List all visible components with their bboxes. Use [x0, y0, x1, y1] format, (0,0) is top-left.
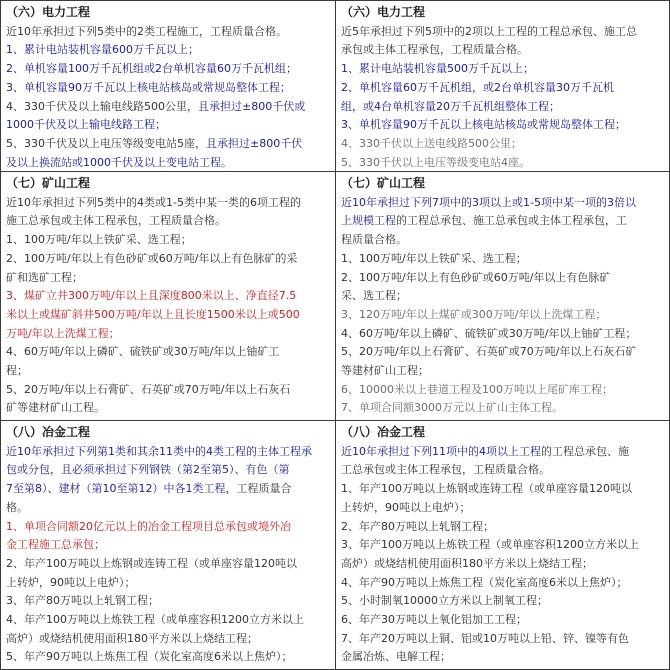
section-title: （六）电力工程 [341, 5, 426, 19]
text-line [6, 250, 331, 269]
text-line [6, 343, 331, 362]
text-segment: 4、年产100万吨以上炼铁工程（或单座容积1200立方米以上 [6, 613, 304, 627]
text-line [6, 574, 331, 593]
text-line [6, 536, 331, 555]
row-divider [1, 171, 669, 172]
text-line [341, 461, 665, 480]
text-segment: 3、年产80万吨以上轧钢工程； [6, 594, 159, 608]
text-segment: 6、年产30万吨以上氧化铝加工工程； [341, 613, 527, 627]
text-line [341, 98, 665, 117]
text-segment: 2、100万吨/年以上有色砂矿或60万吨/年以上有色脉矿 [341, 270, 611, 284]
text-line [6, 79, 331, 98]
text-line [6, 306, 331, 325]
text-segment: 近10年承担过下列11项中的4项以上工程 [341, 444, 541, 458]
section-title: （八）冶金工程 [6, 425, 91, 439]
cell-metallurgy-old [1, 421, 335, 669]
text-segment: 格。 [6, 500, 28, 514]
text-segment: 承包或主体工程承包，工程质量合格。 [341, 43, 528, 57]
text-segment: 近10年承担过下列5类中的2类工程施工，工程质量合格。 [6, 24, 287, 38]
section-title: （六）电力工程 [6, 5, 91, 19]
text-line [341, 269, 665, 288]
text-segment: 万吨/年以上洗煤工程； [6, 326, 120, 340]
text-line [341, 555, 665, 574]
section-heading [6, 3, 331, 23]
text-segment: 5、330千伏及以上电压等级变电站5座， [6, 136, 206, 150]
text-line [341, 23, 665, 42]
text-line [341, 443, 665, 462]
text-segment: 矿等建材矿山工程。 [6, 401, 105, 415]
cell-power-old [1, 1, 335, 171]
text-line [6, 287, 331, 306]
text-line [341, 536, 665, 555]
text-line [6, 461, 331, 480]
text-line [341, 480, 665, 499]
text-line [6, 555, 331, 574]
text-segment: 3、单机容量90万千瓦以上核电站核岛或常规岛整体工程； [6, 80, 291, 94]
text-line [6, 135, 331, 154]
text-line [6, 443, 331, 462]
text-segment: 5、20万吨/年以上石膏矿、石英矿或70万吨/年以上石灰石 [6, 382, 291, 396]
text-line [6, 630, 331, 649]
text-segment: 4、年产90万吨以上炼焦工程（炭化室高度6米以上焦炉）； [341, 575, 628, 589]
text-segment: 工总承包或主体工程承包，工程质量合格。 [341, 463, 550, 477]
text-line [6, 98, 331, 117]
text-segment: 工程质量合 [236, 482, 292, 496]
text-line [6, 116, 331, 135]
text-line [341, 116, 665, 135]
section-heading [341, 423, 665, 443]
row-divider [1, 420, 669, 421]
text-line [341, 499, 665, 518]
text-segment: 近10年承担过下列5类中的4类或1-5类中某一类的6项工程的 [6, 195, 301, 209]
text-segment: 1、年产100万吨以上炼钢或连铸工程（或单座容量120吨以 [341, 482, 632, 496]
text-segment: 2、单机容量100万千瓦机组或2台单机容量60万千瓦机组； [6, 62, 297, 76]
text-line [341, 194, 665, 213]
section-heading [341, 3, 665, 23]
text-segment: 米以上或煤矿斜井500万吨/年以上且长度1500米以上或500 [6, 307, 300, 321]
text-segment: 4、330千伏及以上输电线路500公里， [6, 99, 198, 113]
text-line [341, 306, 665, 325]
text-segment: 2、年产100万吨以上炼钢或连铸工程（或单座容量120吨以 [6, 556, 297, 570]
text-line [6, 60, 331, 79]
text-line [341, 399, 665, 418]
text-segment: 且承担过±800千伏或 [198, 99, 306, 113]
text-segment: 4、330千伏以上送电线路500公里； [341, 136, 522, 150]
text-line [341, 574, 665, 593]
text-segment: 4、60万吨/年以上磷矿、硫铁矿或30万吨/年以上铀矿工 [6, 345, 280, 359]
text-segment: 3、煤矿立井300万吨/年以上且深度800米以上、净直径7.5 [6, 289, 297, 303]
text-line [6, 499, 331, 518]
text-line [6, 362, 331, 381]
text-segment: 7、单项合同额3000万元以上矿山主体工程。 [341, 401, 563, 415]
section-heading [6, 174, 331, 194]
text-segment: 且承担过±800千伏 [206, 136, 303, 150]
text-segment: 1、单项合同额20亿元以上的冶金工程项目总承包或境外冶 [6, 519, 291, 533]
text-segment: 包或分包，且必须承担过下列钢铁（第2至第5）、有色（第 [6, 463, 290, 477]
text-segment: 矿和选矿工程； [6, 270, 83, 284]
text-line [341, 135, 665, 154]
text-line [341, 212, 665, 231]
section-title: （七）矿山工程 [341, 176, 426, 190]
text-line [341, 154, 665, 171]
text-segment: 1、100万吨/年以上铁矿采、选工程； [341, 251, 527, 265]
text-segment: 5、330千伏以上电压等级变电站4座。 [341, 155, 530, 169]
text-segment: 1、累计电站装机容量600万千瓦以上； [6, 43, 199, 57]
text-line [341, 250, 665, 269]
text-segment: 程质量合格。 [341, 233, 407, 247]
text-segment: 程； [6, 364, 28, 378]
text-line [6, 518, 331, 537]
text-line [6, 592, 331, 611]
text-line [341, 325, 665, 344]
section-title: （八）冶金工程 [341, 425, 426, 439]
text-segment: 及以上换流站或1000千伏及以上变电站工程。 [6, 155, 232, 169]
text-segment: 金属冶炼、电解工程； [341, 650, 451, 664]
text-line [341, 630, 665, 649]
text-segment: 5、20万吨/年以上石膏矿、石英矿或70万吨/年以上石灰石矿 [341, 345, 637, 359]
text-line [341, 79, 665, 98]
text-line [6, 194, 331, 213]
text-line [6, 41, 331, 60]
cell-mining-new [336, 172, 669, 420]
text-segment: 4、60万吨/年以上磷矿、硫铁矿或30万吨/年以上铀矿工程； [341, 326, 637, 340]
text-segment: 3、120万吨/年以上煤矿或300万吨/年以上洗煤工程； [341, 307, 607, 321]
text-segment: 近10年承担过下列7项中的3项以上或1-5项中某一项的3倍以 [341, 195, 636, 209]
text-line [341, 381, 665, 400]
text-segment: 1、累计电站装机容量500万千瓦以上； [341, 62, 534, 76]
text-segment: 采、选工程； [341, 289, 407, 303]
text-line [6, 399, 331, 418]
text-segment: 等建材矿山工程； [341, 364, 429, 378]
text-segment: 1、100万吨/年以上铁矿采、选工程； [6, 233, 192, 247]
text-line [6, 648, 331, 667]
text-segment: 施工总承包或主体工程承包，工程质量合格。 [6, 214, 226, 228]
text-line [341, 611, 665, 630]
text-segment: 7、年产20万吨以上铜、铝或10万吨以上铅、锌、镍等有色 [341, 631, 629, 645]
text-line [341, 41, 665, 60]
text-line [341, 60, 665, 79]
cell-power-new [336, 1, 669, 171]
section-title: （七）矿山工程 [6, 176, 91, 190]
text-segment: 5、小时制氧10000立方米以上制氧工程； [341, 594, 548, 608]
text-segment: 高炉）或烧结机使用面积180平方米以上烧结工程； [341, 556, 593, 570]
text-segment: 上规模工程 [341, 214, 396, 228]
text-line [341, 287, 665, 306]
text-line [6, 611, 331, 630]
text-line [6, 23, 331, 42]
text-segment: 3、年产100万吨以上炼铁工程（或单座容积1200立方米以上 [341, 538, 639, 552]
text-line [6, 269, 331, 288]
cell-mining-old [1, 172, 335, 420]
text-line [341, 343, 665, 362]
text-line [6, 154, 331, 171]
text-segment: 上转炉，90吨以上电炉）； [341, 500, 471, 514]
text-line [6, 212, 331, 231]
text-segment: 的工程总承包、施工总承包或主体工程承包，工 [396, 214, 627, 228]
text-segment: 5、年产90万吨以上炼焦工程（炭化室高度6米以上焦炉）； [6, 650, 293, 664]
text-line [341, 518, 665, 537]
text-line [6, 480, 331, 499]
cell-metallurgy-new [336, 421, 669, 669]
text-segment: 3、单机容量90万千瓦以上核电站核岛或常规岛整体工程； [341, 118, 626, 132]
text-segment: 组，或4台单机容量20万千瓦机组整体工程； [341, 99, 560, 113]
column-divider [335, 1, 336, 669]
section-heading [341, 174, 665, 194]
text-line [6, 325, 331, 344]
text-segment: 金工程施工总承包； [6, 538, 105, 552]
text-segment: 2、年产80万吨以上轧钢工程； [341, 519, 494, 533]
text-segment: 1000千伏及以上输电线路工程； [6, 118, 166, 132]
text-line [341, 231, 665, 250]
text-segment: 2、单机容量60万千瓦机组，或2台单机容量30万千瓦机 [341, 80, 614, 94]
text-segment: 近5年承担过下列5项中的2项以上工程的工程总承包、施工总 [341, 24, 637, 38]
section-heading [6, 423, 331, 443]
text-segment: 上转炉，90吨以上电炉）； [6, 575, 136, 589]
text-segment: 6、10000米以上巷道工程及100万吨以上尾矿库工程； [341, 382, 613, 396]
text-line [341, 592, 665, 611]
text-line [6, 231, 331, 250]
text-segment: 的工程总承包、施 [541, 444, 629, 458]
text-line [341, 362, 665, 381]
text-segment: 2、100万吨/年以上有色砂矿或60万吨/年以上有色脉矿的采 [6, 251, 298, 265]
text-line [6, 381, 331, 400]
text-segment: 高炉）或烧结机使用面积180平方米以上烧结工程； [6, 631, 258, 645]
text-segment: 7至第8）、建材（第10至第12）中各1类工程， [6, 482, 237, 496]
text-segment: 近10年承担过下列第1类和其余11类中的4类工程的主体工程承 [6, 444, 312, 458]
text-line [341, 648, 665, 667]
